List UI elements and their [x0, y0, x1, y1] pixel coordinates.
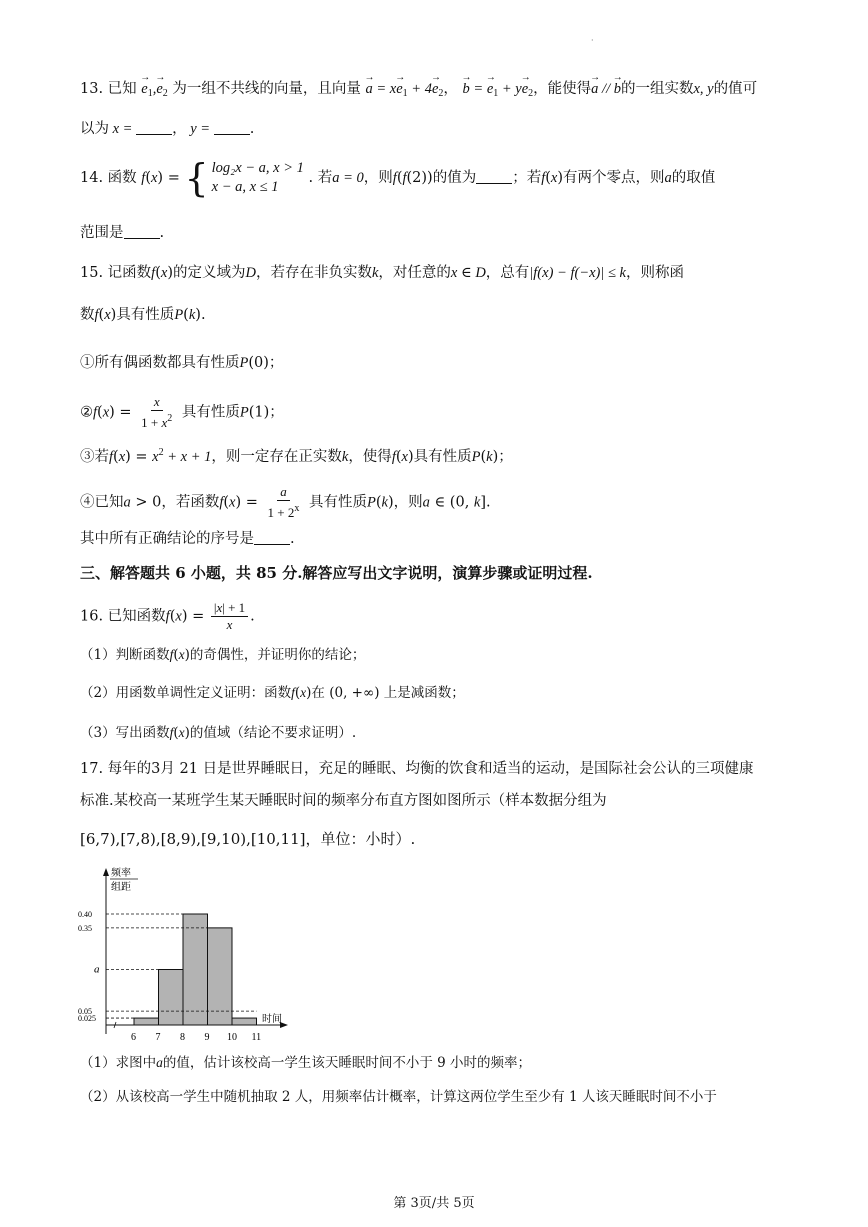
q15-text: ；: [268, 355, 284, 371]
q17-text: （1）求图中: [80, 1055, 157, 1071]
q16-text: 16. 已知函数: [80, 608, 166, 625]
y-tick-label: 0.40: [78, 910, 92, 919]
x-tick-label: 8: [180, 1032, 185, 1042]
q14-line1: 14. 函数 f(x) = { log₂x − a, x > 1 x − a, x ≤ 1 . 若a = 0，则f(f(2))的值为 ；若f(x)有两个零点，则a的取值: [80, 156, 716, 200]
q15-text: ，则称函: [625, 265, 684, 281]
x-tick-label: 7: [155, 1032, 161, 1042]
q13-text: 的值可: [713, 81, 758, 97]
piecewise-case-2: x − a, x ≤ 1: [211, 179, 279, 195]
q15-text: ，对任意的: [378, 265, 451, 281]
q13-text: 13. 已知: [80, 81, 137, 97]
q13-text: 为一组不共线的向量，且向量: [172, 81, 361, 97]
q16-text: 上是减函数；: [383, 685, 465, 701]
q15-text: 具有性质: [413, 449, 472, 465]
q15-text: ，使得: [348, 449, 392, 465]
x-tick-label: 10: [227, 1032, 237, 1042]
x-axis-label: 时间: [262, 1014, 282, 1025]
answer-blank[interactable]: [124, 224, 160, 239]
y-axis-label-top: 频率: [111, 868, 131, 879]
q15-statement-3: ③若$f(x) = x^2 + x + 1$，则一定存在正实数k，使得f(x)具有性质P(k)；: [80, 447, 513, 465]
q15-text: ③若: [80, 449, 109, 465]
q17-line2: 标准.某校高一某班学生某天睡眠时间的频率分布直方图如图所示（样本数据分组为: [80, 793, 607, 809]
q17-line1: 17. 每年的3月 21 日是世界睡眠日，充足的睡眠、均衡的饮食和适当的运动，是国际社会公认的三项健康: [80, 761, 754, 777]
piecewise-function: { log₂x − a, x > 1 x − a, x ≤ 1: [184, 156, 304, 200]
q15-text: ④已知: [80, 494, 124, 511]
q15-text: ②: [80, 404, 93, 421]
q13-text: 的一组实数: [620, 81, 694, 97]
q14-text: 有两个零点，则: [563, 170, 665, 186]
histogram-bar: [208, 928, 233, 1025]
q15-text: 15. 记函数: [80, 265, 152, 281]
q14-text: 的取值: [671, 170, 716, 186]
q14-text: ，则: [363, 170, 393, 186]
q17-part-1: （1）求图中a的值，估计该校高一学生该天睡眠时间不小于 9 小时的频率；: [80, 1055, 532, 1071]
page-footer: 第 3页/共 5页: [393, 1196, 475, 1211]
scan-dot: ·: [591, 36, 594, 45]
q15-text: ，则: [393, 494, 423, 511]
q14-text: 范围是: [80, 225, 124, 241]
answer-blank[interactable]: [136, 120, 172, 135]
q15-text: ，总有: [485, 265, 530, 281]
answer-blank[interactable]: [214, 120, 250, 135]
q15-text: 的定义域为: [172, 265, 246, 281]
q17-part-2: （2）从该校高一学生中随机抽取 2 人，用频率估计概率，计算这两位学生至少有 1 人该天睡眠时间不小于: [80, 1089, 717, 1105]
q15-statement-4: ④已知a > 0，若函数f(x) = $\frac{a}{1 + 2^x}$ 具有性质P(k)，则a ∈ (0, k].: [80, 484, 491, 520]
y-tick-label: 0.025: [78, 1014, 96, 1024]
q15-line1: 15. 记函数f(x)的定义域为D，若存在非负实数k，对任意的x ∈ D，总有|f(x) − f(−x)| ≤ k，则称函: [80, 265, 684, 281]
q16-stem: 16. 已知函数f(x) = $\frac{|x| + 1}{x}$ .: [80, 600, 255, 632]
q15-text: 具有性质: [116, 307, 175, 323]
y-axis-arrow: [103, 868, 109, 876]
answer-blank[interactable]: [476, 169, 512, 184]
q14-text: . 若: [308, 170, 333, 186]
q15-text: 具有性质: [181, 404, 240, 421]
q15-statement-2: ②f(x) = $\frac{x}{1 + x^2}$ 具有性质P(1)；: [80, 394, 284, 430]
q14-text: 的值为: [432, 170, 477, 186]
answer-blank[interactable]: [254, 530, 290, 545]
q15-text: 其中所有正确结论的序号是: [80, 531, 254, 547]
q16-part-2: （2）用函数单调性定义证明：函数f(x)在 (0, +∞) 上是减函数；: [80, 685, 465, 701]
histogram-bar: [159, 970, 184, 1026]
q14-line2: 范围是 .: [80, 225, 165, 241]
q15-statement-1: ①所有偶函数都具有性质P(0)；: [80, 355, 284, 371]
q15-text: 数: [80, 307, 95, 323]
histogram-bar: [183, 914, 208, 1025]
q14-text: 14. 函数: [80, 170, 137, 186]
q15-text: 具有性质: [308, 494, 367, 511]
q16-text: （3）写出函数: [80, 725, 170, 741]
q13-text: ，能使得: [533, 81, 592, 97]
q14-text: ；若: [512, 170, 542, 186]
q16-text: （1）判断函数: [80, 647, 170, 663]
q15-text: ，则一定存在正实数: [211, 449, 342, 465]
piecewise-case-1: log₂x − a, x > 1: [211, 160, 304, 176]
x-tick-label: 6: [131, 1032, 136, 1042]
q13-line1: 13. 已知 → $e_1,\to e_2$ 为一组不共线的向量，且向量 → $a = x\to e_1 + 4\to e_2$， → b = → $e_1 + y\to e_2$，能使得→ a // → b的一组实数x, y的值可: [80, 78, 757, 105]
x-tick-label: 9: [204, 1032, 210, 1042]
q15-text: ，若函数: [161, 494, 220, 511]
q16-text: 的值域（结论不要求证明）.: [189, 725, 357, 741]
y-tick-label: a: [94, 963, 100, 976]
q13-line2: 以为 x = ， y = .: [80, 121, 255, 137]
q15-text: ，若存在非负实数: [255, 265, 372, 281]
frequency-histogram: [76, 866, 306, 1042]
q15-line2: 数f(x)具有性质P(k).: [80, 307, 206, 323]
section-heading: 三、解答题共 6 小题，共 85 分.解答应写出文字说明，演算步骤或证明过程.: [80, 564, 593, 582]
x-tick-label: 11: [251, 1032, 262, 1042]
q15-last-line: 其中所有正确结论的序号是 .: [80, 531, 295, 547]
q17-text: ，单位：小时）.: [305, 830, 416, 848]
q13-text: .: [249, 121, 255, 137]
q13-text: 以为: [80, 121, 109, 137]
q17-line3: [80, 828, 415, 850]
q16-part-1: （1）判断函数f(x)的奇偶性，并证明你的结论；: [80, 647, 366, 663]
y-tick-label: 0.05: [78, 1007, 92, 1017]
q13-text: ，: [172, 121, 187, 137]
q17-text: 的值，估计该校高一学生该天睡眠时间不小于 9 小时的频率；: [162, 1055, 532, 1071]
q17-groups: [6,7),[7,8),[8,9),[9,10),[10,11]: [80, 830, 306, 848]
histogram-bar: [232, 1018, 257, 1025]
y-tick-label: 0.35: [78, 923, 92, 933]
q16-text: （2）用函数单调性定义证明：函数: [80, 685, 292, 701]
y-axis-label-bottom: 组距: [111, 882, 131, 893]
q16-text: 的奇偶性，并证明你的结论；: [189, 647, 366, 663]
histogram-bar: [134, 1018, 159, 1025]
q15-text: ①所有偶函数都具有性质: [80, 355, 240, 371]
q16-part-3: （3）写出函数f(x)的值域（结论不要求证明）.: [80, 725, 357, 741]
q16-text: 在: [311, 685, 325, 701]
